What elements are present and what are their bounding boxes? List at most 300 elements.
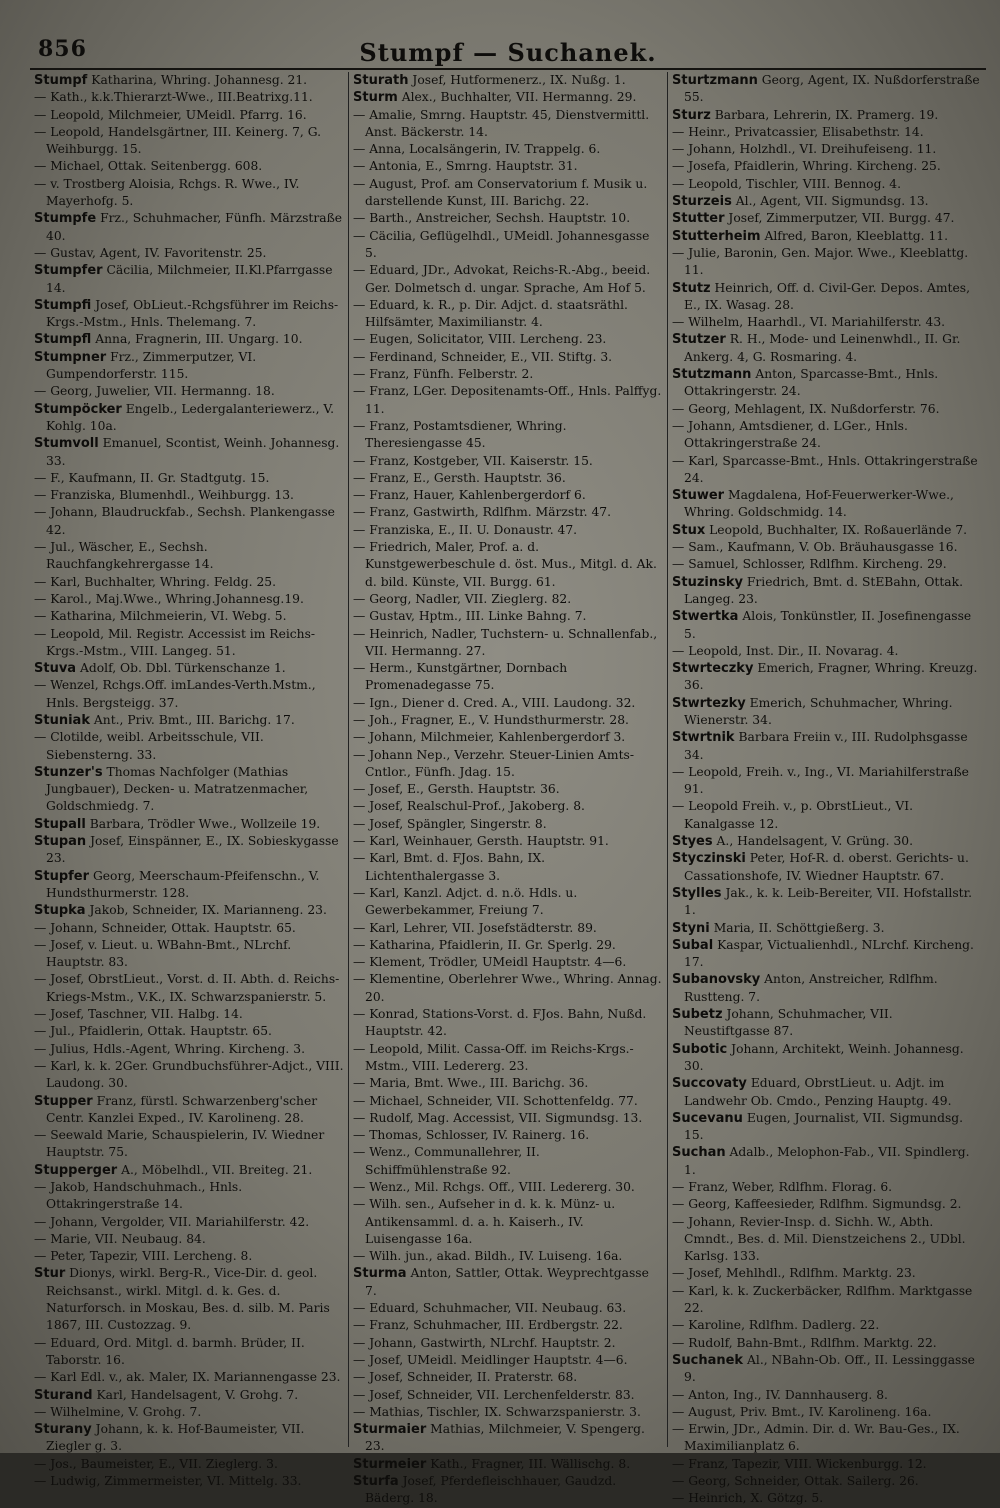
entry-details: — Josef, Schneider, VII. Lerchenfelderstr. 83.	[353, 1387, 635, 1402]
entry-surname: Subetz	[672, 1007, 723, 1023]
directory-entry	[353, 695, 663, 712]
directory-entry	[353, 781, 663, 798]
entry-details: — Karoline, Rdlfhm. Dadlerg. 22.	[672, 1318, 880, 1333]
directory-entry	[672, 141, 982, 158]
directory-entry	[353, 850, 663, 885]
entry-details: — F., Kaufmann, II. Gr. Stadtgutg. 15.	[34, 470, 270, 485]
directory-entry	[672, 1075, 982, 1110]
entry-details: A., Handelsagent, V. Grüng. 30.	[716, 834, 913, 849]
directory-entry	[353, 470, 663, 487]
directory-entry	[672, 1317, 982, 1334]
entry-surname: Styni	[672, 920, 710, 936]
entry-details: — Karl Edl. v., ak. Maler, IX. Mariannengasse 23.	[34, 1370, 341, 1385]
entry-details: — Klementine, Oberlehrer Wwe., Whring. Annag. 20.	[353, 972, 662, 1004]
entry-surname: Sucevanu	[672, 1110, 743, 1126]
directory-entry	[672, 539, 982, 556]
entry-surname: Stwertka	[672, 609, 739, 625]
entry-details: — Anton, Ing., IV. Dannhauserg. 8.	[672, 1387, 888, 1402]
entry-surname: Sturfa	[353, 1474, 399, 1490]
directory-entry	[672, 228, 982, 245]
entry-surname: Suchan	[672, 1145, 726, 1161]
entry-details: — Wilhelm, Haarhdl., VI. Mariahilferstr. 43.	[672, 315, 946, 330]
entry-details: — Franz, Fünfh. Felberstr. 2.	[353, 367, 534, 382]
directory-entry	[353, 1248, 663, 1265]
entry-details: Al., NBahn-Ob. Off., II. Lessinggasse 9.	[684, 1352, 975, 1385]
directory-entry	[34, 626, 344, 661]
page-header	[30, 20, 986, 70]
entry-details: — Ludwig, Zimmermeister, VI. Mittelg. 33.	[34, 1474, 302, 1489]
entry-details: — Josef, Realschul-Prof., Jakoberg. 8.	[353, 799, 585, 814]
directory-entry	[672, 971, 982, 1006]
entry-details: — Franz, Hauer, Kahlenbergerdorf 6.	[353, 488, 586, 503]
entry-surname: Stumpfe	[34, 211, 97, 227]
entry-details: — Karol., Maj.Wwe., Whring.Johannesg.19.	[34, 591, 304, 606]
directory-entry	[34, 107, 344, 124]
entry-details: — Wenz., Mil. Rchgs. Off., VIII. Ledererg. 30.	[353, 1180, 635, 1194]
directory-entry	[34, 1093, 344, 1128]
directory-entry	[353, 729, 663, 746]
directory-entry	[34, 1456, 344, 1473]
entry-details: — Gustav, Hptm., III. Linke Bahng. 7.	[353, 609, 587, 624]
directory-entry	[34, 1041, 344, 1058]
directory-entry	[672, 210, 982, 227]
entry-details: — Josef, Taschner, VII. Halbg. 14.	[34, 1007, 243, 1022]
directory-entry	[353, 1456, 663, 1473]
entry-details: — v. Trostberg Aloisia, Rchgs. R. Wwe., IV. Mayerhofg. 5.	[34, 176, 300, 209]
directory-entry	[353, 539, 663, 591]
entry-details: Anna, Fragnerin, III. Ungarg. 10.	[95, 332, 303, 347]
directory-entry	[353, 453, 663, 470]
entry-surname: Stumpfl	[34, 332, 92, 348]
entry-details: — Heinrich, X. Götzg. 5.	[672, 1491, 824, 1506]
entry-details: — Eduard, JDr., Advokat, Reichs-R.-Abg., beeid. Ger. Dolmetsch d. ungar. Sprache, Am Hof 5.	[353, 263, 651, 295]
directory-entry	[672, 643, 982, 660]
entry-details: Emerich, Fragner, Whring. Kreuzg. 36.	[684, 661, 978, 693]
directory-entry	[353, 1404, 663, 1421]
entry-details: — Julius, Hdls.-Agent, Whring. Kircheng. 3.	[34, 1041, 305, 1056]
directory-entry	[353, 937, 663, 954]
entry-surname: Stumpfer	[34, 263, 103, 279]
directory-entry	[672, 1144, 982, 1179]
directory-entry	[672, 1006, 982, 1041]
directory-entry	[672, 453, 982, 488]
directory-entry	[672, 1196, 982, 1213]
entry-surname: Stumpner	[34, 349, 107, 365]
entry-details: Mathias, Milchmeier, V. Spengerg. 23.	[365, 1422, 645, 1454]
directory-entry	[34, 1387, 344, 1404]
directory-entry	[34, 833, 344, 868]
entry-details: — Johann, Vergolder, VII. Mariahilferstr. 42.	[34, 1214, 310, 1229]
entry-details: — Josef, Mehlhdl., Rdlfhm. Marktg. 23.	[672, 1266, 916, 1281]
entry-surname: Stupka	[34, 903, 86, 919]
directory-entry	[353, 1041, 663, 1076]
column-3	[668, 72, 986, 1506]
entry-surname: Stwrtezky	[672, 695, 746, 711]
entry-surname: Stutzer	[672, 332, 726, 348]
entry-surname: Stupall	[34, 816, 86, 832]
directory-entry	[672, 1214, 982, 1266]
entry-details: — Wenzel, Rchgs.Off. imLandes-Verth.Mstm., Hnls. Bergsteigg. 37.	[34, 678, 316, 710]
directory-entry	[353, 1300, 663, 1317]
entry-surname: Stumpfi	[34, 297, 92, 313]
column-1	[30, 72, 349, 1489]
directory-entry	[672, 729, 982, 764]
entry-surname: Stumpf	[34, 73, 88, 88]
entry-surname: Stupfer	[34, 868, 90, 884]
directory-entry	[353, 1335, 663, 1352]
directory-entry	[34, 660, 344, 677]
directory-entry	[34, 971, 344, 1006]
directory-entry	[672, 920, 982, 937]
directory-entry	[672, 158, 982, 175]
entry-details: — Johann, Milchmeier, Kahlenbergerdorf 3.	[353, 730, 626, 745]
entry-details: A., Möbelhdl., VII. Breiteg. 21.	[121, 1162, 313, 1177]
directory-entry	[34, 401, 344, 436]
directory-entry	[34, 72, 344, 89]
entry-details: Adolf, Ob. Dbl. Türkenschanze 1.	[80, 661, 286, 676]
entry-surname: Stuva	[34, 661, 77, 677]
entry-details: — Julie, Baronin, Gen. Major. Wwe., Kleeblattg. 11.	[672, 245, 969, 278]
entry-details: — Amalie, Smrng. Hauptstr. 45, Dienstvermittl. Anst. Bäckerstr. 14.	[353, 107, 650, 139]
entry-details: — Mathias, Tischler, IX. Schwarzspanierstr. 3.	[353, 1404, 641, 1419]
entry-details: — Erwin, JDr., Admin. Dir. d. Wr. Bau-Ges., IX. Maximilianplatz 6.	[672, 1422, 960, 1454]
entry-surname: Sturand	[34, 1387, 93, 1403]
entry-details: — Franz, Schuhmacher, III. Erdbergstr. 22.	[353, 1318, 623, 1333]
directory-entry	[353, 418, 663, 453]
directory-entry	[353, 383, 663, 418]
entry-details: — Josef, v. Lieut. u. WBahn-Bmt., NLrchf. Hauptstr. 83.	[34, 937, 292, 970]
entry-details: — Karl, Lehrer, VII. Josefstädterstr. 89.	[353, 920, 597, 935]
entry-details: — Johann, Amtsdiener, d. LGer., Hnls. Ottakringerstraße 24.	[672, 418, 908, 451]
directory-entry	[34, 1214, 344, 1231]
directory-entry	[353, 660, 663, 695]
entry-details: — Johann, Revier-Insp. d. Sichh. W., Abth. Cmndt., Bes. d. Mil. Dienstzeichens 2., UDbl. Karlsg. 133.	[672, 1214, 966, 1264]
directory-entry	[672, 764, 982, 799]
directory-entry	[672, 401, 982, 418]
directory-entry	[353, 816, 663, 833]
entry-details: — Franz, Tapezir, VIII. Wickenburgg. 12.	[672, 1456, 927, 1471]
entry-surname: Sturmaier	[353, 1422, 427, 1438]
entry-surname: Suchanek	[672, 1352, 744, 1368]
entry-details: Josef, ObLieut.-Rchgsführer im Reichs-Krgs.-Mstm., Hnls. Thelemang. 7.	[46, 297, 339, 330]
directory-entry	[353, 1317, 663, 1334]
entry-details: — Eugen, Solicitator, VIII. Lercheng. 23.	[353, 332, 607, 347]
directory-entry	[672, 331, 982, 366]
directory-entry	[672, 1179, 982, 1196]
directory-entry	[34, 349, 344, 384]
entry-details: — Franz, Gastwirth, Rdlfhm. Märzstr. 47.	[353, 505, 612, 520]
entry-details: — Karl, k. k. Zuckerbäcker, Rdlfhm. Marktgasse 22.	[672, 1283, 973, 1316]
directory-entry	[353, 920, 663, 937]
directory-entry	[34, 210, 344, 245]
entry-details: — Leopold, Milchmeier, UMeidl. Pfarrg. 16.	[34, 107, 307, 122]
directory-entry	[34, 1127, 344, 1162]
directory-entry	[353, 1127, 663, 1144]
directory-entry	[672, 314, 982, 331]
entry-details: Alfred, Baron, Kleeblattg. 11.	[764, 228, 949, 243]
entry-surname: Sturma	[353, 1266, 407, 1282]
entry-details: Heinrich, Off. d. Civil-Ger. Depos. Amtes, E., IX. Wasag. 28.	[684, 280, 970, 312]
entry-surname: Stur	[34, 1266, 66, 1282]
entry-details: Georg, Meerschaum-Pfeifenschn., V. Hundsthurmerstr. 128.	[46, 868, 320, 900]
entry-details: — Eduard, Ord. Mitgl. d. barmh. Brüder, II. Taborstr. 16.	[34, 1335, 305, 1367]
entry-details: — Franz, E., Gersth. Hauptstr. 36.	[353, 470, 566, 485]
directory-entry	[353, 1093, 663, 1110]
directory-entry	[672, 1421, 982, 1456]
directory-entry	[353, 954, 663, 971]
entry-surname: Stupper	[34, 1093, 93, 1109]
directory-entry	[34, 245, 344, 262]
entry-details: Alex., Buchhalter, VII. Hermanng. 29.	[401, 90, 637, 105]
entry-details: Karl, Handelsagent, V. Grohg. 7.	[96, 1387, 299, 1402]
directory-entry	[353, 1387, 663, 1404]
entry-details: — Marie, VII. Neubaug. 84.	[34, 1231, 206, 1246]
entry-details: — Johann, Holzhdl., VI. Dreihufeiseng. 11.	[672, 142, 937, 157]
entry-details: Frz., Zimmerputzer, VI. Gumpendorferstr. 115.	[46, 349, 257, 382]
directory-entry	[34, 487, 344, 504]
directory-entry	[672, 937, 982, 972]
entry-surname: Succovaty	[672, 1076, 747, 1092]
directory-entry	[34, 470, 344, 487]
entry-surname: Sturany	[34, 1422, 92, 1438]
directory-entry	[672, 556, 982, 573]
directory-entry	[672, 1473, 982, 1490]
directory-entry	[353, 141, 663, 158]
entry-details: — Leopold, Tischler, VIII. Bennog. 4.	[672, 176, 902, 191]
directory-entry	[353, 366, 663, 383]
directory-entry	[34, 677, 344, 712]
entry-surname: Stwrteczky	[672, 661, 754, 677]
directory-entry	[353, 228, 663, 263]
entry-details: Barbara, Lehrerin, IX. Pramerg. 19.	[714, 107, 939, 122]
entry-details: Kath., Fragner, III. Wällischg. 8.	[430, 1456, 631, 1471]
entry-details: Franz, fürstl. Schwarzenberg'scher Centr. Kanzlei Exped., IV. Karolineng. 28.	[46, 1093, 318, 1125]
entry-details: — Karl, k. k. 2Ger. Grundbuchsführer-Adjct., VIII. Laudong. 30.	[34, 1058, 344, 1091]
directory-entry	[353, 297, 663, 332]
entry-details: — Samuel, Schlosser, Rdlfhm. Kircheng. 29.	[672, 557, 947, 572]
entry-surname: Stupperger	[34, 1162, 118, 1178]
directory-entry	[672, 1404, 982, 1421]
entry-details: — Franziska, E., II. U. Donaustr. 47.	[353, 522, 578, 537]
entry-details: Anton, Anstreicher, Rdlfhm. Rustteng. 7.	[684, 972, 938, 1004]
directory-entry	[672, 1265, 982, 1282]
entry-details: Thomas Nachfolger (Mathias Jungbauer), Decken- u. Matratzenmacher, Goldschmiedg. 7.	[46, 764, 309, 814]
entry-details: — Gustav, Agent, IV. Favoritenstr. 25.	[34, 245, 267, 260]
directory-entry	[34, 1404, 344, 1421]
entry-details: Alois, Tonkünstler, II. Josefinengasse 5.	[684, 609, 972, 641]
entry-surname: Stuzinsky	[672, 574, 743, 590]
directory-entry	[353, 1144, 663, 1179]
entry-details: — Leopold, Freih. v., Ing., VI. Mariahilferstraße 91.	[672, 764, 969, 797]
directory-entry	[353, 107, 663, 142]
entry-details: — Joh., Fragner, E., V. Hundsthurmerstr. 28.	[353, 712, 629, 727]
entry-details: — Rudolf, Bahn-Bmt., Rdlfhm. Marktg. 22.	[672, 1335, 937, 1350]
entry-details: Peter, Hof-R. d. oberst. Gerichts- u. Cassationshofe, IV. Wiedner Hauptstr. 67.	[684, 851, 969, 883]
entry-details: — Georg, Schneider, Ottak. Sailerg. 26.	[672, 1474, 919, 1489]
directory-entry	[353, 522, 663, 539]
entry-details: Leopold, Buchhalter, IX. Roßauerlände 7.	[709, 522, 968, 537]
entry-details: Cäcilia, Milchmeier, II.Kl.Pfarrgasse 14.	[46, 263, 333, 295]
entry-details: Friedrich, Bmt. d. StEBahn, Ottak. Langeg. 23.	[684, 574, 963, 606]
entry-details: Engelb., Ledergalanteriewerz., V. Kohlg. 10a.	[46, 401, 335, 433]
entry-details: Frz., Schuhmacher, Fünfh. Märzstraße 40.	[46, 211, 343, 243]
directory-entry	[353, 747, 663, 782]
entry-surname: Stutz	[672, 280, 711, 296]
entry-details: — Peter, Tapezir, VIII. Lercheng. 8.	[34, 1249, 253, 1264]
directory-entry	[34, 816, 344, 833]
directory-entry	[34, 1006, 344, 1023]
directory-entry	[672, 124, 982, 141]
directory-entry	[353, 262, 663, 297]
entry-surname: Subotic	[672, 1041, 728, 1057]
entry-details: — Kath., k.k.Thierarzt-Wwe., III.Beatrixg.11.	[34, 90, 313, 105]
entry-details: Ant., Priv. Bmt., III. Barichg. 17.	[93, 712, 295, 727]
directory-entry	[672, 1283, 982, 1318]
directory-entry	[34, 902, 344, 919]
entry-details: Dionys, wirkl. Berg-R., Vice-Dir. d. geol. Reichsanst., wirkl. Mitgl. d. k. Ges. d. Naturforsch. in Moskau, Bes. d. silb. M. Paris 1867, III. Custozzag. 9.	[46, 1266, 330, 1333]
directory-entry	[34, 504, 344, 539]
directory-entry	[34, 608, 344, 625]
entry-surname: Stux	[672, 522, 706, 538]
entry-surname: Stupan	[34, 834, 87, 850]
directory-entry	[672, 72, 982, 107]
directory-entry	[353, 504, 663, 521]
directory-entry	[34, 89, 344, 106]
entry-details: Eduard, ObrstLieut. u. Adjt. im Landwehr Ob. Cmdo., Penzing Hauptg. 49.	[684, 1076, 952, 1108]
directory-entry	[34, 383, 344, 400]
directory-entry	[672, 660, 982, 695]
directory-entry	[353, 72, 663, 89]
directory-entry	[672, 1387, 982, 1404]
entry-details: Maria, II. Schöttgießerg. 3.	[713, 920, 885, 935]
directory-entry	[34, 729, 344, 764]
entry-details: — Franz, Weber, Rdlfhm. Florag. 6.	[672, 1180, 893, 1194]
directory-entry	[353, 1196, 663, 1248]
entry-details: — Jakob, Handschuhmach., Hnls. Ottakringerstraße 14.	[34, 1180, 243, 1212]
directory-entry	[353, 626, 663, 661]
entry-details: — Jos., Baumeister, E., VII. Zieglerg. 3.	[34, 1456, 278, 1471]
directory-entry	[34, 574, 344, 591]
entry-details: — Karl, Sparcasse-Bmt., Hnls. Ottakringerstraße 24.	[672, 453, 978, 485]
entry-details: — Leopold, Milit. Cassa-Off. im Reichs-Krgs.-Mstm., VIII. Ledererg. 23.	[353, 1041, 634, 1073]
entry-details: — Eduard, Schuhmacher, VII. Neubaug. 63.	[353, 1301, 627, 1316]
directory-entry	[353, 608, 663, 625]
entry-details: — Karl, Bmt. d. FJos. Bahn, IX. Lichtenthalergasse 3.	[353, 851, 546, 883]
entry-details: Barbara, Trödler Wwe., Wollzeile 19.	[89, 816, 321, 831]
entry-details: — Katharina, Pfaidlerin, II. Gr. Sperlg. 29.	[353, 937, 616, 952]
directory-entry	[672, 418, 982, 453]
entry-details: — Georg, Mehlagent, IX. Nußdorferstr. 76.	[672, 401, 940, 416]
directory-entry	[353, 971, 663, 1006]
entry-surname: Styes	[672, 834, 713, 850]
entry-details: — Herm., Kunstgärtner, Dornbach Promenadegasse 75.	[353, 661, 568, 693]
entry-surname: Stuniak	[34, 712, 90, 728]
entry-details: — Georg, Kaffeesieder, Rdlfhm. Sigmundsg. 2.	[672, 1197, 962, 1212]
entry-surname: Stuwer	[672, 488, 725, 504]
directory-entry	[353, 89, 663, 106]
entry-surname: Stutter	[672, 211, 725, 227]
entry-details: — Heinr., Privatcassier, Elisabethstr. 14.	[672, 124, 924, 139]
entry-details: R. H., Mode- und Leinenwhdl., II. Gr. Ankerg. 4, G. Rosmaring. 4.	[684, 332, 961, 364]
directory-entry	[34, 1179, 344, 1214]
directory-entry	[34, 1335, 344, 1370]
directory-entry	[353, 1179, 663, 1196]
directory-entry	[34, 124, 344, 159]
entry-details: — Georg, Juwelier, VII. Hermanng. 18.	[34, 384, 275, 399]
directory-entry	[34, 920, 344, 937]
directory-entry	[34, 1231, 344, 1248]
directory-entry	[672, 1041, 982, 1076]
entry-details: Georg, Agent, IX. Nußdorferstraße 55.	[684, 73, 980, 105]
entry-details: Kaspar, Victualienhdl., NLrchf. Kircheng. 17.	[684, 937, 974, 970]
directory-entry	[672, 193, 982, 210]
entry-details: Josef, Pferdefleischhauer, Gaudzd. Bäderg. 18.	[365, 1474, 617, 1506]
entry-details: — Karl, Weinhauer, Gersth. Hauptstr. 91.	[353, 834, 609, 849]
directory-entry	[353, 712, 663, 729]
entry-details: — Josef, Spängler, Singerstr. 8.	[353, 816, 547, 831]
entry-details: — Maria, Bmt. Wwe., III. Barichg. 36.	[353, 1076, 589, 1091]
directory-entry	[672, 280, 982, 315]
entry-details: Eugen, Journalist, VII. Sigmundsg. 15.	[684, 1110, 964, 1143]
entry-details: — Johann, Gastwirth, NLrchf. Hauptstr. 2.	[353, 1335, 616, 1350]
entry-details: — August, Priv. Bmt., IV. Karolineng. 16a.	[672, 1404, 932, 1419]
entry-surname: Sturtzmann	[672, 73, 758, 88]
entry-details: — Heinrich, Nadler, Tuchstern- u. Schnallenfab., VII. Hermanng. 27.	[353, 626, 658, 658]
entry-details: — Leopold Freih. v., p. ObrstLieut., VI. Kanalgasse 12.	[672, 799, 913, 831]
directory-entry	[672, 522, 982, 539]
directory-entry	[672, 366, 982, 401]
entry-details: — Michael, Schneider, VII. Schottenfeldg. 77.	[353, 1093, 638, 1108]
entry-details: — Ign., Diener d. Cred. A., VIII. Laudong. 32.	[353, 695, 636, 710]
directory-entry	[34, 1162, 344, 1179]
entry-surname: Subal	[672, 937, 714, 953]
directory-entry	[34, 712, 344, 729]
entry-details: Magdalena, Hof-Feuerwerker-Wwe., Whring. Goldschmidg. 14.	[684, 488, 954, 520]
entry-surname: Stumpöcker	[34, 401, 122, 417]
entry-details: — Franz, Postamtsdiener, Whring. Theresiengasse 45.	[353, 418, 567, 451]
directory-entry	[34, 158, 344, 175]
entry-details: Anton, Sattler, Ottak. Weyprechtgasse 7.	[365, 1266, 649, 1298]
entry-details: Adalb., Melophon-Fab., VII. Spindlerg. 1.	[684, 1145, 970, 1177]
entry-details: — Karl, Kanzl. Adjct. d. n.ö. Hdls. u. Gewerbekammer, Freiung 7.	[353, 885, 578, 918]
directory-entry	[34, 1058, 344, 1093]
entry-details: Josef, Einspänner, E., IX. Sobieskygasse 23.	[46, 834, 339, 866]
directory-entry	[34, 1265, 344, 1334]
entry-details: Johann, k. k. Hof-Baumeister, VII. Ziegler g. 3.	[46, 1422, 305, 1454]
entry-details: Jakob, Schneider, IX. Marianneng. 23.	[89, 903, 327, 918]
directory-entry	[353, 1265, 663, 1300]
directory-entry	[353, 1352, 663, 1369]
directory-entry	[672, 176, 982, 193]
directory-entry	[672, 608, 982, 643]
entry-details: Emerich, Schuhmacher, Whring. Wienerstr. 34.	[684, 695, 953, 727]
directory-entry	[34, 176, 344, 211]
directory-entry	[353, 349, 663, 366]
directory-entry	[34, 1421, 344, 1456]
entry-details: — Wilh. jun., akad. Bildh., IV. Luiseng. 16a.	[353, 1249, 623, 1264]
entry-details: — Eduard, k. R., p. Dir. Adjct. d. staatsräthl. Hilfsämter, Maximilianstr. 4.	[353, 297, 628, 330]
directory-entry	[672, 850, 982, 885]
directory-entry	[353, 176, 663, 211]
directory-entry	[353, 158, 663, 175]
entry-details: — Franziska, Blumenhdl., Weihburgg. 13.	[34, 488, 294, 503]
directory-entry	[353, 1473, 663, 1508]
entry-details: — Wilhelmine, V. Grohg. 7.	[34, 1404, 202, 1419]
directory-entry	[34, 539, 344, 574]
entry-details: — Klement, Trödler, UMeidl Hauptstr. 4—6.	[353, 955, 627, 970]
entry-details: — Johann Nep., Verzehr. Steuer-Linien Amts-Cntlor., Fünfh. Jdag. 15.	[353, 747, 634, 779]
entry-details: — Wenz., Communallehrer, II. Schiffmühlenstraße 92.	[353, 1145, 540, 1177]
